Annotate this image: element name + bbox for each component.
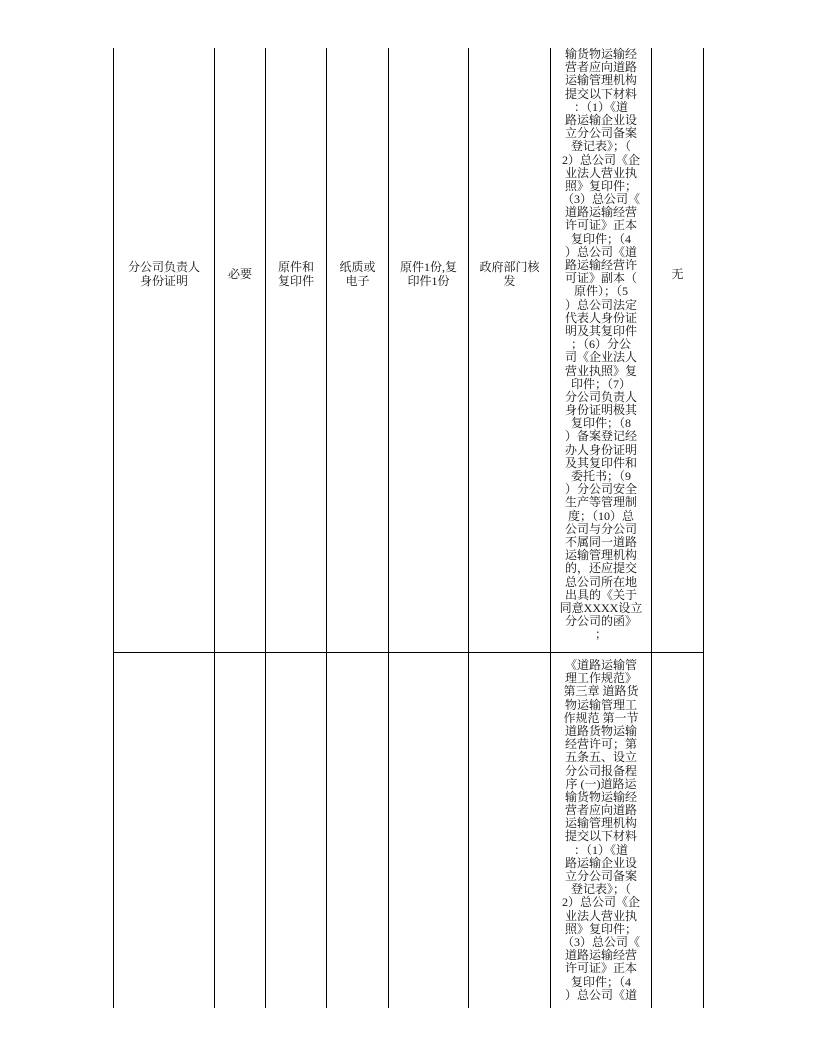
- text-line: ）分公司安全: [564, 482, 637, 497]
- text-line: ；（6）分公: [570, 337, 631, 352]
- text-line: ；: [594, 627, 607, 642]
- legal-basis-cell: [551, 659, 651, 1002]
- text-line: 业法人营业执: [564, 908, 637, 923]
- text-line: 公司与分公司: [564, 521, 637, 536]
- text-line: 的，还应提交: [564, 561, 637, 576]
- text-line: 道路运输经营: [564, 948, 637, 963]
- text-line: 政府部门核: [479, 260, 540, 274]
- text-line: ：（1）《道: [573, 842, 628, 857]
- text-line: （3）总公司《: [561, 192, 640, 207]
- text-line: ）总公司《道: [564, 987, 637, 1002]
- text-line: 第三章 道路货: [563, 684, 639, 699]
- text-line: 纸质或: [339, 260, 376, 274]
- text-line: 生产等管理制: [564, 495, 637, 510]
- text-line: 道路运输经营: [564, 205, 637, 220]
- text-line: 运输管理机构: [564, 73, 637, 88]
- text-line: 复印件；（8: [570, 416, 631, 431]
- text-line: ）总公司《道: [564, 244, 637, 259]
- text-line: 分公司负责人: [564, 389, 637, 404]
- necessity-value: 必要: [227, 267, 252, 281]
- text-line: 路运输企业设: [564, 855, 637, 870]
- text-line: 及其复印件和: [564, 455, 637, 470]
- text-line: 代表人身份证: [564, 310, 637, 325]
- text-line: 《道路运输管: [564, 658, 637, 672]
- text-line: 原件和: [277, 260, 314, 274]
- text-line: ）总公司法定: [564, 297, 637, 312]
- text-line: 原件）；（5: [573, 284, 628, 299]
- text-line: 复印件: [277, 274, 314, 288]
- copies-cell: [389, 48, 468, 500]
- text-line: 同意XXXX设立: [559, 600, 643, 615]
- text-line: 照》复印件；: [564, 178, 637, 193]
- text-line: 许可证》正本: [564, 218, 637, 233]
- text-line: 序 (一)道路运: [565, 776, 637, 791]
- text-line: 输货物运输经: [564, 789, 637, 804]
- text-line: 提交以下材料: [564, 86, 637, 101]
- text-line: 登记表》；（: [570, 882, 631, 897]
- text-line: 办人身份证明: [564, 442, 637, 457]
- remarks-value: 无: [671, 267, 684, 281]
- text-line: 总公司所在地: [564, 574, 637, 589]
- text-line: 委托书；（9: [570, 469, 631, 483]
- text-line: 2）总公司《企: [561, 152, 640, 167]
- text-line: 路运输经营许: [564, 258, 637, 272]
- text-line: 营者应向道路: [564, 803, 637, 818]
- text-line: 可证》副本（: [564, 271, 637, 286]
- text-line: 出具的《关于: [564, 587, 637, 602]
- text-line: 道路货物运输: [564, 723, 637, 738]
- text-line: 路运输企业设: [564, 112, 637, 127]
- text-line: 立分公司备案: [564, 126, 637, 141]
- text-line: 复印件；（4: [570, 974, 631, 989]
- text-line: 分公司负责人: [127, 260, 200, 274]
- text-line: （3）总公司《: [561, 934, 640, 949]
- text-line: 身份证明: [139, 274, 188, 288]
- text-line: 五条五、设立: [564, 750, 637, 765]
- text-line: 营业执照》复: [564, 363, 637, 378]
- text-line: 发: [503, 274, 516, 288]
- medium-cell: [327, 48, 388, 500]
- table-row-divider: [113, 652, 704, 653]
- text-line: 登记表》；（: [570, 139, 631, 154]
- text-line: 输货物运输经: [564, 47, 637, 61]
- necessity-cell: [215, 48, 265, 500]
- text-line: 分公司的函》: [564, 614, 637, 629]
- text-line: 复印件；（4: [570, 231, 631, 246]
- legal-basis-cell: [551, 48, 651, 641]
- table-grid-line: [703, 48, 704, 1008]
- text-line: 物运输管理工: [564, 697, 637, 712]
- text-line: 司《企业法人: [564, 350, 637, 365]
- text-line: 运输管理机构: [564, 548, 637, 563]
- text-line: 身份证明极其: [564, 403, 637, 418]
- text-line: 照》复印件；: [564, 921, 637, 936]
- text-line: ：（1）《道: [573, 99, 628, 114]
- text-line: 电子: [345, 274, 370, 288]
- text-line: 营者应向道路: [564, 60, 637, 75]
- text-line: 印件；（7）: [570, 376, 631, 391]
- text-line: 不属同一道路: [564, 534, 637, 549]
- text-line: 提交以下材料: [564, 829, 637, 844]
- text-line: 立分公司备案: [564, 869, 637, 883]
- original-or-copy-cell: [266, 48, 326, 500]
- text-line: 度；（10）总: [567, 508, 634, 523]
- text-line: 经营许可；第: [564, 737, 637, 752]
- material-name-cell: [114, 48, 214, 500]
- text-line: 分公司报备程: [564, 763, 637, 778]
- text-line: 明及其复印件: [564, 323, 637, 338]
- text-line: 运输管理机构: [564, 816, 637, 831]
- text-line: 许可证》正本: [564, 961, 637, 976]
- source-cell: [469, 48, 550, 500]
- text-line: 2）总公司《企: [561, 895, 640, 910]
- text-line: 业法人营业执: [564, 165, 637, 180]
- remarks-cell: [652, 48, 703, 500]
- text-line: 作规范 第一节: [563, 710, 639, 725]
- text-line: ）备案登记经: [564, 429, 637, 444]
- text-line: 理工作规范》: [564, 671, 637, 686]
- text-line: 原件1份,复: [399, 260, 457, 274]
- text-line: 印件1份: [407, 274, 450, 288]
